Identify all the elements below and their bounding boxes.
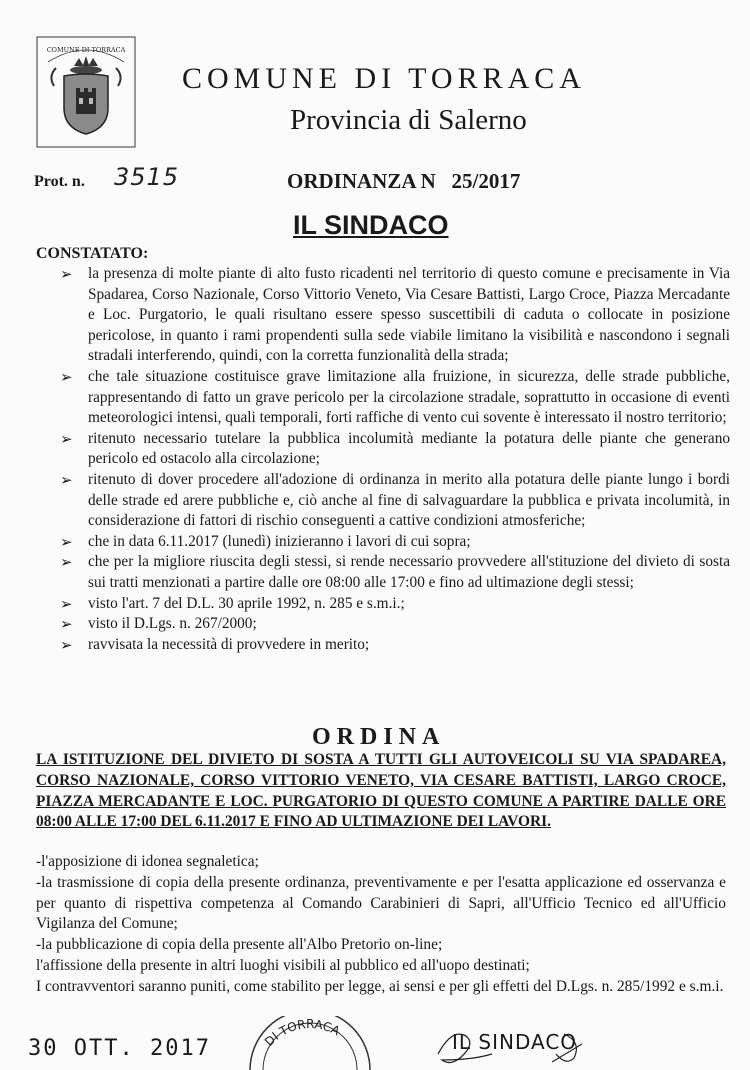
constatato-label: CONSTATATO: [36,245,149,262]
list-item: ➢ che tale situazione costituisce grave limitazione alla fruizione, in sicurezza, delle strade pubbliche, rappresentando di fatto un grave pericolo per la circolazione stradale, soprattutto in occasione di eventi meteorologici intensi, quali temporali, forti raffiche di vento cui sovente è interessato il nostro territorio; [60,367,730,427]
ordina-item: I contravventori saranno puniti, come stabilito per legge, ai sensi e per gli effetti del D.Lgs. n. 285/1992 e s.m.i. [36,977,724,995]
arrow-bullet-icon: ➢ [60,532,73,551]
ordina-body: LA ISTITUZIONE DEL DIVIETO DI SOSTA A TUTTI GLI AUTOVEICOLI SU VIA SPADAREA, CORSO NAZIONALE, CORSO VITTORIO VENETO, VIA CESARE BATTISTI, LARGO CROCE, PIAZZA MERCADANTE E LOC. PURGATORIO DI QUESTO COMUNE A PARTIRE DALLE ORE 08:00 ALLE 17:00 DEL 6.11.2017 E FINO AD ULTIMAZIONE DEI LAVORI. [36,751,726,831]
list-item: ➢ ritenuto di dover procedere all'adozione di ordinanza in merito alla potatura delle piante lungo i bordi delle strade ed arere pubbliche e, ciò anche al fine di salvaguardare la pubblica e privata incolumità, in considerazione di fattori di rischio conseguenti a cattive condizioni atmosferiche; [60,470,730,530]
comune-title: COMUNE DI TORRACA [182,62,586,95]
municipal-crest-logo [36,36,136,148]
ordina-item: -la pubblicazione di copia della presente all'Albo Pretorio on-line; [36,936,443,954]
official-stamp [245,1016,375,1070]
list-item: ➢ ravvisata la necessità di provvedere in merito; [60,635,370,654]
arrow-bullet-icon: ➢ [60,594,73,613]
document-title: IL SINDACO [293,210,449,240]
protocol-label: Prot. n. [34,173,85,190]
arrow-bullet-icon: ➢ [60,265,73,283]
protocol-number: 3515 [114,163,180,191]
arrow-bullet-icon: ➢ [60,470,73,489]
ordina-heading: ORDINA [312,724,446,750]
constatato-list [60,264,730,655]
date-stamp: 30 OTT. 2017 [28,1036,211,1061]
crest-text-logo: COMUNE DI TORRACA [46,46,126,54]
signature-label: IL SINDACO [452,1030,578,1054]
arrow-bullet-icon: ➢ [60,429,73,448]
arrow-bullet-icon: ➢ [60,367,73,386]
arrow-bullet-icon: ➢ [60,615,73,634]
ordina-item: l'affissione della presente in altri luoghi visibili al pubblico ed all'uopo destinati; [36,956,530,974]
ordina-item: -la trasmissione di copia della presente ordinanza, preventivamente e per l'esatta applicazione ed osservanza e per quanto di rispettiva competenza al Comando Carabinieri di Sapri, all'Ufficio Tecnico ed all'Ufficio Vigilanza del Comune; [36,873,726,933]
ordina-items [36,852,726,998]
list-item: ➢ ritenuto necessario tutelare la pubblica incolumità mediante la potatura delle piante che generano pericolo ed ostacolo alla circolazione; [60,429,730,468]
ordinanza-number: ORDINANZA N 25/2017 [287,169,521,193]
arrow-bullet-icon: ➢ [60,635,73,654]
list-item: ➢ la presenza di molte piante di alto fusto ricadenti nel territorio di questo comune e precisamente in Via Spadarea, Corso Nazionale, Corso Vittorio Veneto, Via Cesare Battisti, Largo Croce, Piazza Mercadante e Loc. Purgatorio, le quali risultano essere spesso suscettibili di caduta o collocate in posizione pericolose, in quanto i rami propendenti sulla sede viabile limitano la visibilità e nascondono i segnali stradali interferendo, quindi, con la corretta funzionalità della strada; [60,265,730,365]
arrow-bullet-icon: ➢ [60,553,73,572]
list-item: ➢ visto l'art. 7 del D.L. 30 aprile 1992, n. 285 e s.m.i.; [60,594,405,613]
provincia-subtitle: Provincia di Salerno [290,104,527,136]
list-item: ➢ che in data 6.11.2017 (lunedì) inizieranno i lavori di cui sopra; [60,532,471,551]
stamp-text-logo: DI TORRACA [261,1017,343,1049]
ordina-item: -l'apposizione di idonea segnaletica; [36,853,259,870]
list-item: ➢ visto il D.Lgs. n. 267/2000; [60,615,257,634]
list-item: ➢ che per la migliore riuscita degli stessi, si rende necessario provvedere all'stituzione del divieto di sosta sui tratti menzionati a partire dalle ore 08:00 alle 17:00 e fino ad ultimazione degli stessi; [60,553,730,591]
